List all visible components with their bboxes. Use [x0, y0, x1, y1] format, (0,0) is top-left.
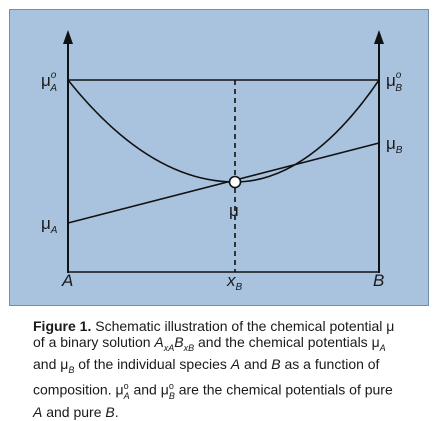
- caption-line-2: of a binary solution $A_{xA}B_{xB}$ and the chemical potentials $\mu_A$: [33, 334, 386, 354]
- axis-a-label: A: [62, 271, 74, 290]
- axis-b-label: B: [373, 271, 385, 290]
- right-axis-arrow: [374, 30, 384, 44]
- tangent-point: [230, 177, 241, 188]
- mu-a-label: $\mu_A$: [41, 214, 58, 236]
- composition-label: $x_B$: [227, 271, 243, 293]
- tangent-line: [68, 143, 379, 223]
- chemical-potential-diagram: [10, 10, 430, 307]
- mu-label: μ: [229, 201, 239, 220]
- chemical-potential-curve: [68, 80, 379, 182]
- mu-b-label: $\mu_B$: [386, 134, 403, 156]
- caption-line-3: and $\mu_B$ of the individual species A and B as a function of: [33, 356, 380, 376]
- caption-line-5: A and pure B.: [33, 404, 119, 421]
- figure-caption: [33, 318, 425, 421]
- caption-heading: Figure 1.: [33, 318, 92, 334]
- mu0-a-label: $\mu^o$ A: [41, 70, 58, 94]
- caption-line-4: composition. $\mu^o_A$ and $\mu^o_B$ are the chemical potentials of pure: [33, 381, 393, 401]
- figure-panel: [9, 9, 429, 306]
- left-axis-arrow: [63, 30, 73, 44]
- mu0-b-label: $\mu^o$ B: [386, 70, 403, 94]
- caption-line-1: Figure 1. Schematic illustration of the chemical potential μ: [33, 318, 395, 334]
